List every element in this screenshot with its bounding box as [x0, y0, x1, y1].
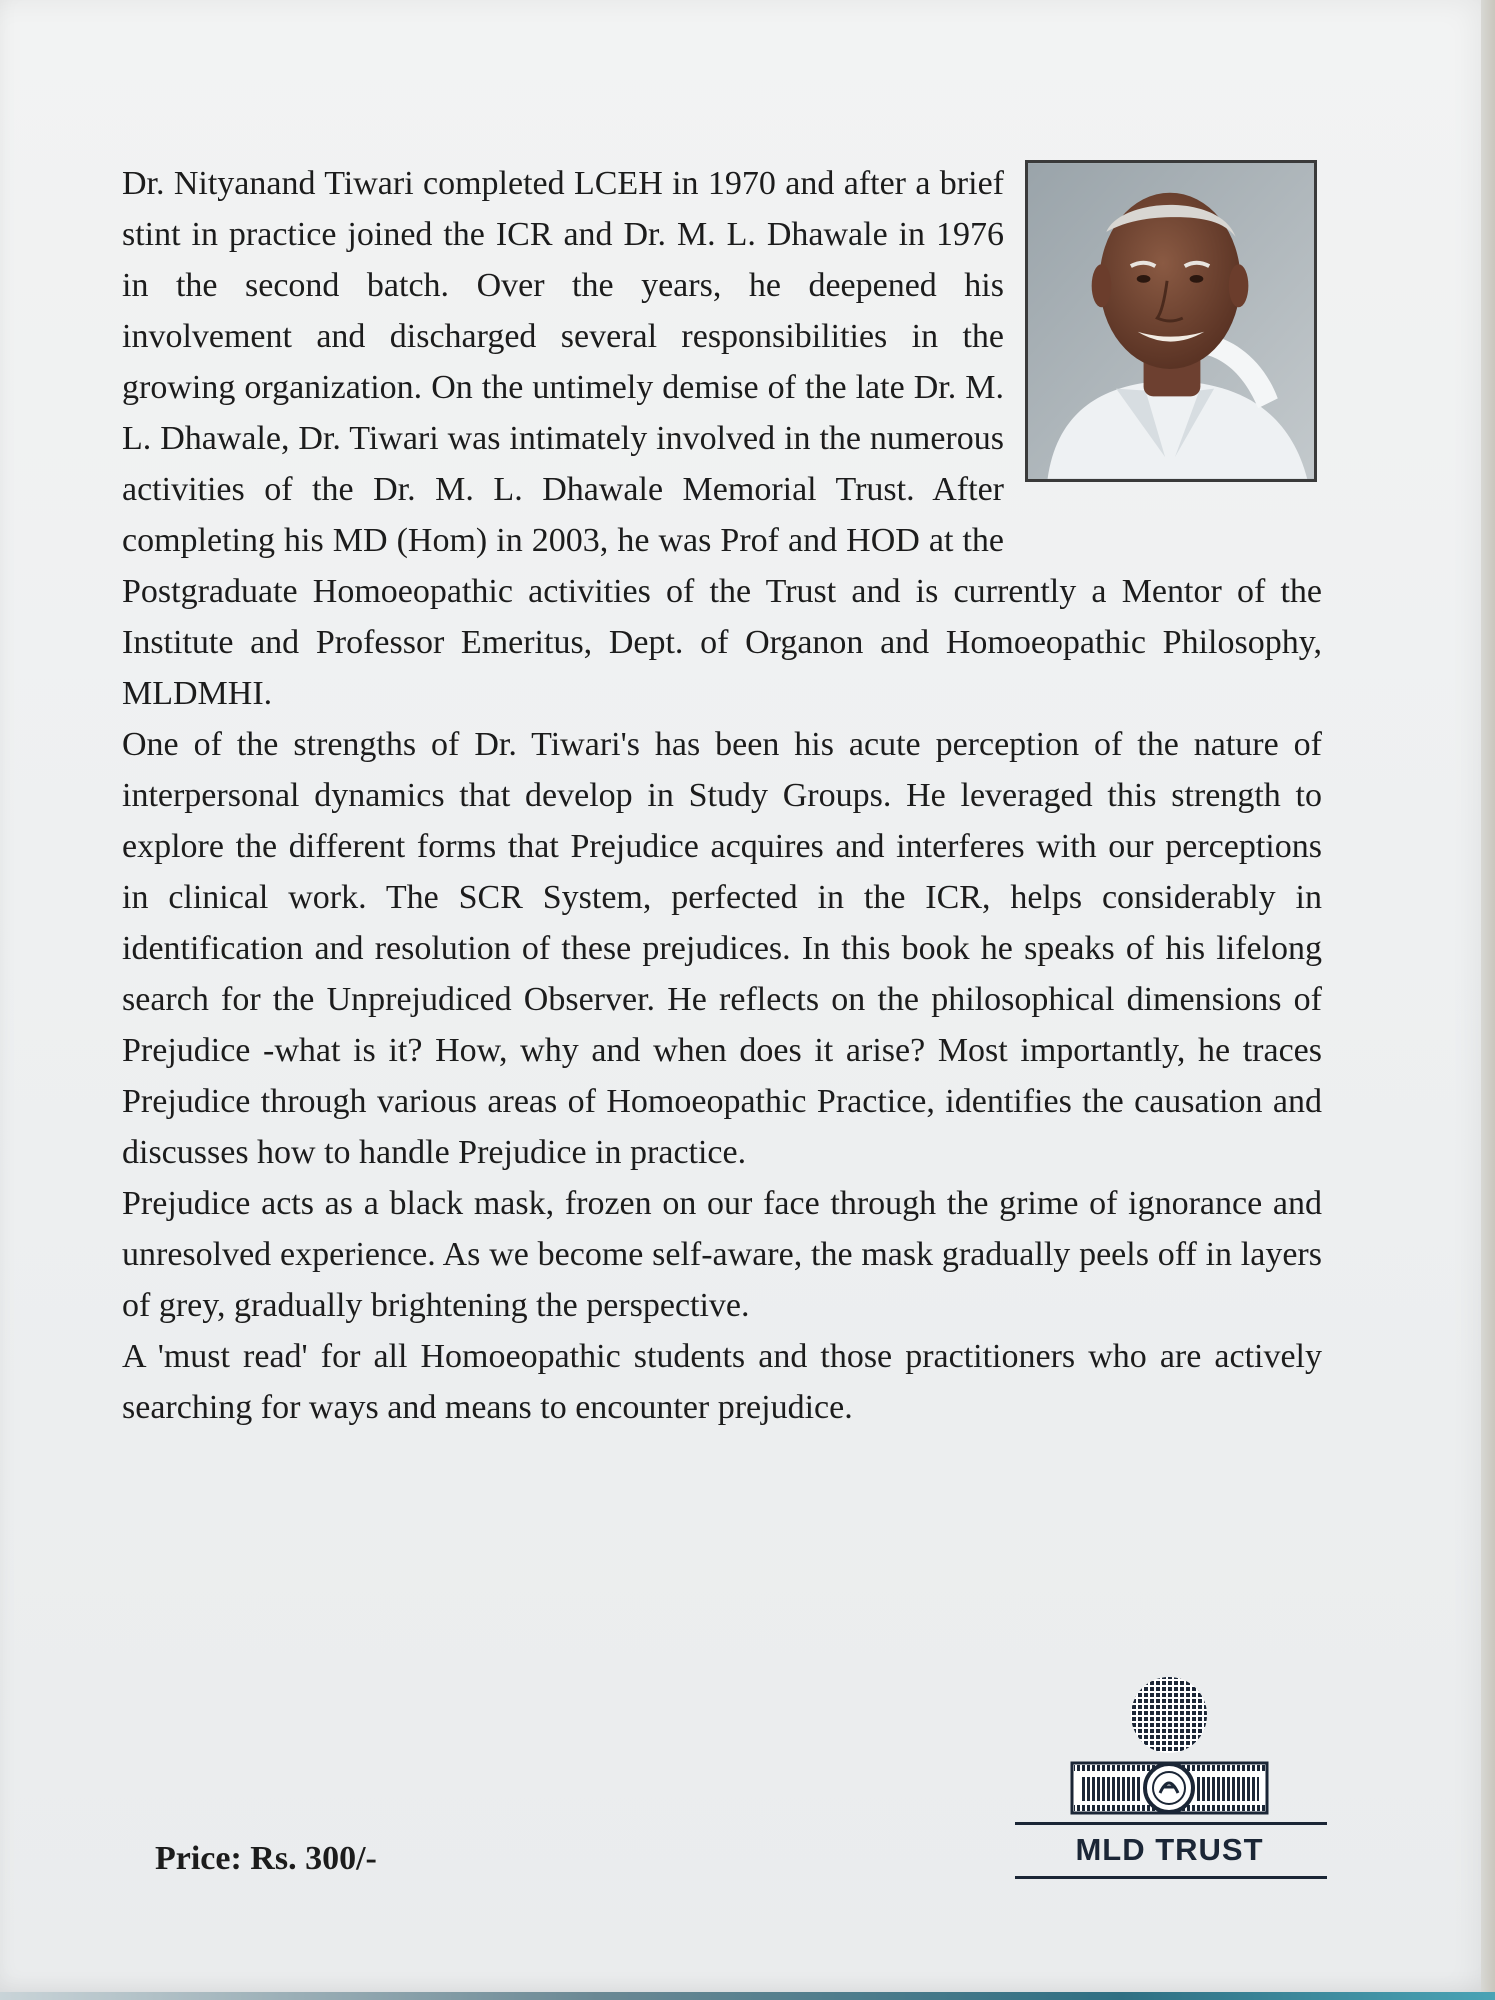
- paragraph-book-summary: One of the strengths of Dr. Tiwari's has been his acute perception of the nature of interpersonal dynamics that develop in Study Groups. He leveraged this strength to explore the different forms that Prejudice acquires and interferes with our perceptions in clinical work. The SCR System, perfected in the ICR, helps considerably in identification and resolution of these prejudices. In this book he speaks of his lifelong search for the Unprejudiced Observer. He reflects on the philosophical dimensions of Prejudice -what is it? How, why and when does it arise? Most importantly, he traces Prejudice through various areas of Homoeopathic Practice, identifies the causation and discusses how to handle Prejudice in practice.: [122, 726, 1322, 1171]
- publisher-name: MLD TRUST: [1075, 1832, 1264, 1867]
- paragraph-prejudice-mask: Prejudice acts as a black mask, frozen on our face through the grime of ignorance and unresolved experience. As we become self-aware, the mask gradually peels off in layers of grey, gradually brightening the perspective.: [122, 1185, 1322, 1324]
- cover-bottom-edge: [0, 1992, 1495, 2000]
- paragraph-author-bio: Dr. Nityanand Tiwari completed LCEH in 1970 and after a brief stint in practice joined the ICR and Dr. M. L. Dhawale in 1976 in the second batch. Over the years, he deepened his involvement and discharged several responsibilities in the growing organization. On the untimely demise of the late Dr. M. L. Dhawale, Dr. Tiwari was intimately involved in the numerous activities of the Dr. M. L. Dhawale Memorial Trust. After completing his MD (Hom) in 2003, he was Prof and HOD at the Postgraduate Homoeopathic activities of the Trust and is currently a Mentor of the Institute and Professor Emeritus, Dept. of Organon and Homoeopathic Philosophy, MLDMHI.: [122, 165, 1322, 712]
- paragraph-must-read: A 'must read' for all Homoeopathic students and those practitioners who are actively searching for ways and means to encounter prejudice.: [122, 1338, 1322, 1426]
- price-label: Price: Rs. 300/-: [155, 1840, 377, 1877]
- cover-edge: [1481, 0, 1495, 2000]
- logo-rule-bottom: [1015, 1876, 1327, 1879]
- blurb-text: [122, 158, 1322, 1433]
- logo-rule-top: [1015, 1822, 1327, 1825]
- photo-spacer: [1004, 158, 1322, 524]
